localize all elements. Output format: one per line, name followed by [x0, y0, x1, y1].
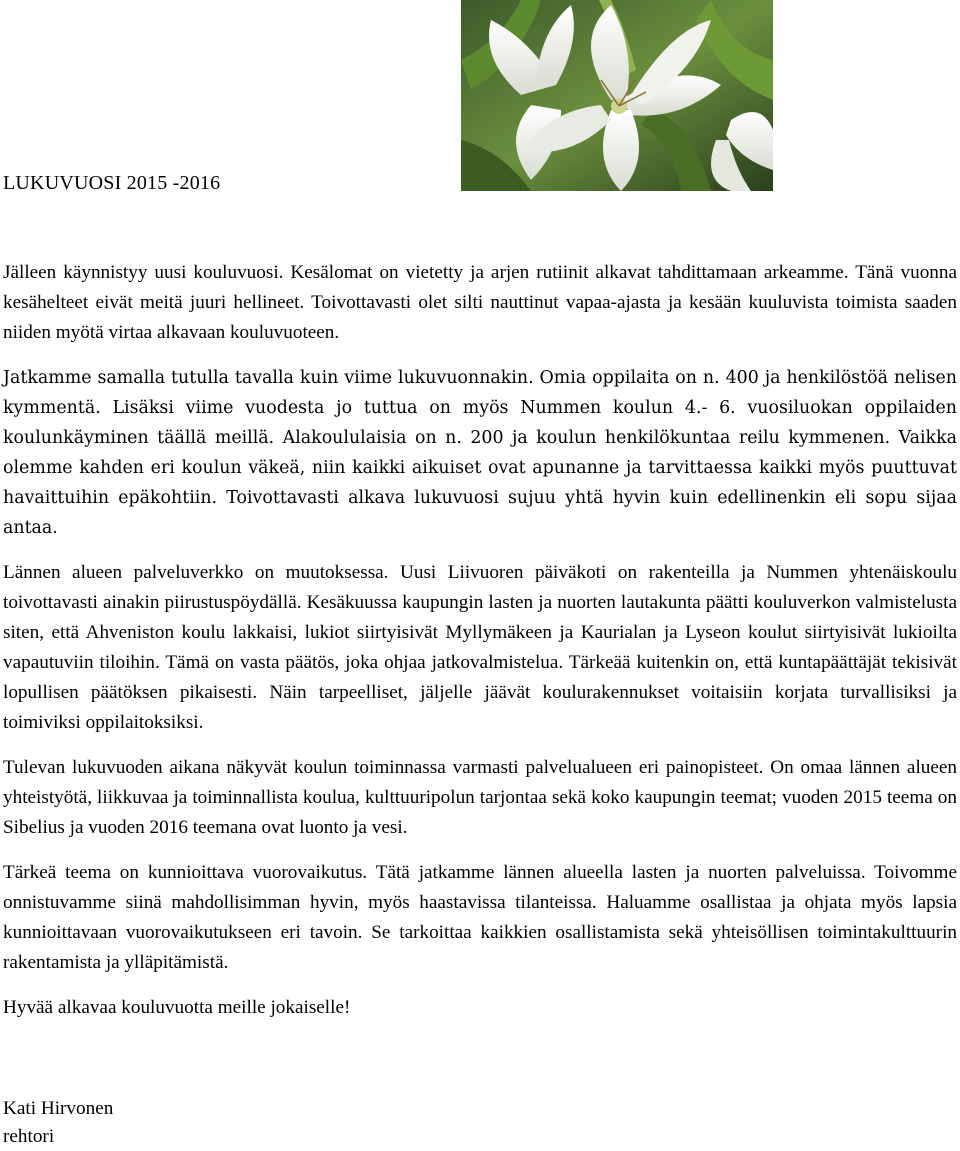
lily-illustration [461, 0, 773, 191]
paragraph-focus-areas: Tulevan lukuvuoden aikana näkyvät koulun toiminnassa varmasti palvelualueen eri painopisteet. On omaa lännen alueen yhteistyötä, liikkuvaa ja toiminnallista koulua, kulttuuripolun tarjontaa sekä koko kaupungin teemat; vuoden 2015 teema on Sibelius ja vuoden 2016 teemana ovat luonto ja vesi. [3, 757, 957, 838]
lily-photo [461, 0, 773, 191]
signature-name: Kati Hirvonen [3, 1098, 114, 1119]
document-title: LUKUVUOSI 2015 -2016 [3, 172, 221, 194]
paragraph-school-info: Jatkamme samalla tutulla tavalla kuin viime lukuvuonnakin. Omia oppilaita on n. 400 ja henkilöstöä nelisen kymmentä. Lisäksi viime vuodesta jo tuttua on myös Nummen koulun 4.- 6. vuosiluokan oppilaiden koulunkäyminen täällä meillä. Alakoululaisia on n. 200 ja koulun henkilökuntaa reilu kymmenen. Vaikka olemme kahden eri koulun väkeä, niin kaikki aikuiset ovat apunanne ja tarvittaessa kaikki myös puuttuvat havaittuihin epäkohtiin. Toivottavasti alkava lukuvuosi sujuu yhtä hyvin kuin edellinenkin eli sopu sijaa antaa. [3, 368, 957, 538]
paragraph-intro: Jälleen käynnistyy uusi kouluvuosi. Kesälomat on vietetty ja arjen rutiinit alkavat tahdittamaan arkeamme. Tänä vuonna kesähelteet eivät meitä juuri hellineet. Toivottavasti olet silti nauttinut vapaa-ajasta ja kesään kuuluvista toimista saaden niiden myötä virtaa alkavaan kouluvuoteen. [3, 262, 957, 343]
paragraph-interaction-theme: Tärkeä teema on kunnioittava vuorovaikutus. Tätä jatkamme lännen alueella lasten ja nuorten palveluissa. Toivomme onnistuvamme siinä mahdollisimman hyvin, myös haastavissa tilanteissa. Haluamme osallistaa ja ohjata myös lapsia kunnioittavaan vuorovaikutukseen eri tavoin. Se tarkoittaa kaikkien osallistamista sekä yhteisöllisen toimintakulttuurin rakentamista ja ylläpitämistä. [3, 862, 957, 973]
paragraph-service-network: Lännen alueen palveluverkko on muutoksessa. Uusi Liivuoren päiväkoti on rakenteilla ja Nummen yhtenäiskoulu toivottavasti ainakin piirustuspöydällä. Kesäkuussa kaupungin lasten ja nuorten lautakunta päätti kouluverkon valmistelusta siten, että Ahveniston koulu lakkaisi, lukiot siirtyisivät Myllymäkeen ja Kaurialan ja Lyseon koulut siirtyisivät lukioilta vapautuviin tiloihin. Tämä on vasta päätös, joka ohjaa jatkovalmistelua. Tärkeää kuitenkin on, että kuntapäättäjät tekisivät lopullisen päätöksen pikaisesti. Näin tarpeelliset, jäljelle jäävät koulurakennukset voitaisiin korjata turvallisiksi ja toimiviksi oppilaitoksiksi. [3, 562, 957, 733]
signature-block [3, 1095, 113, 1151]
signature-role: rehtori [3, 1126, 55, 1147]
paragraph-closing-wish: Hyvää alkavaa kouluvuotta meille jokaiselle! [3, 997, 351, 1018]
letter-body [3, 258, 957, 1023]
